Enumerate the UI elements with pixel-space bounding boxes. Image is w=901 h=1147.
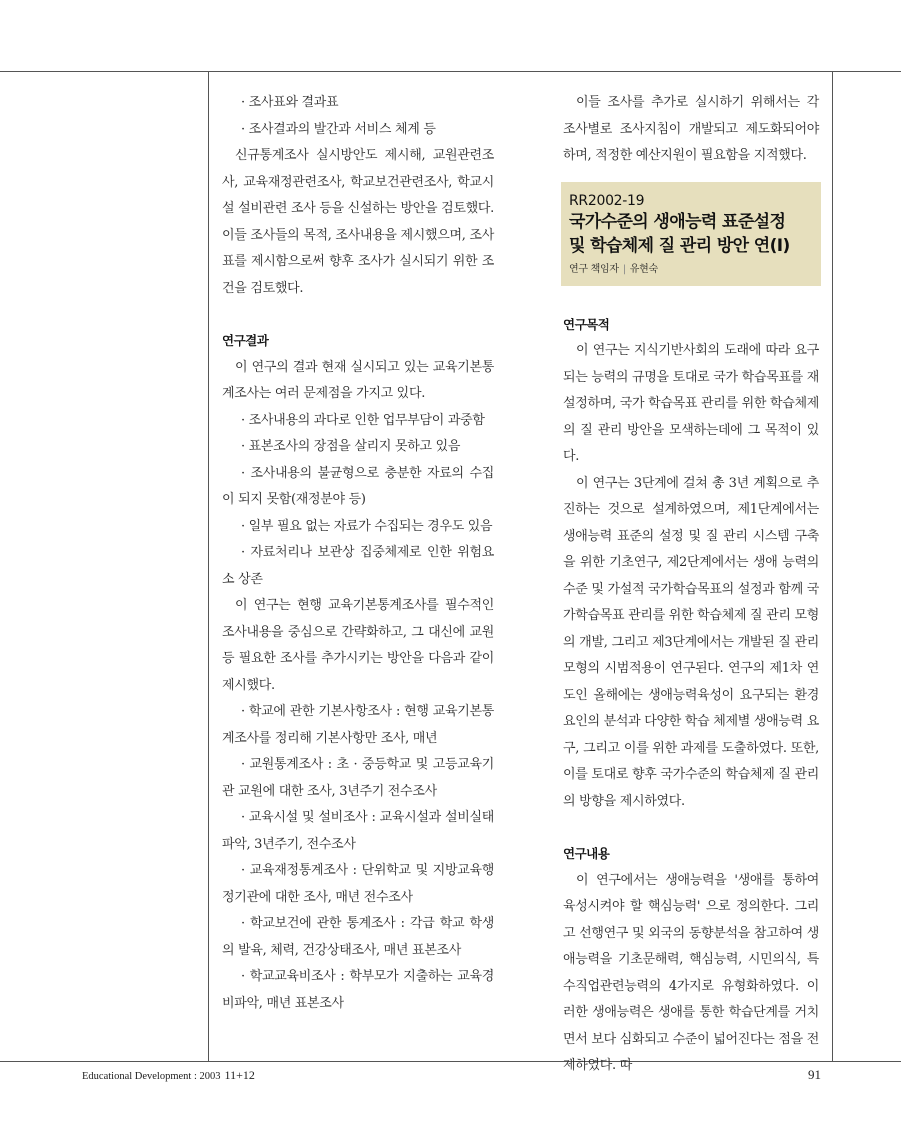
left-top-block xyxy=(222,90,494,302)
report-title-line1: 국가수준의 생애능력 표준설정 xyxy=(569,211,786,232)
left-margin-line xyxy=(208,71,209,1061)
report-author xyxy=(569,262,813,278)
report-title-box xyxy=(561,182,821,286)
right-margin-line xyxy=(832,71,833,1061)
author-separator: | xyxy=(622,263,626,275)
paragraph: 이 연구는 3단계에 걸쳐 총 3년 계획으로 추진하는 것으로 설계하였으며, 제1단계에서는 생애능력 표준의 설정 및 질 관리 시스템 구축을 위한 기초연구, 제2단계에서는 생애 능력의 수준 및 가설적 국가학습목표의 설정과 함께 국가학습목표 관리를 위한 학습체제 질 관리 모형의 개발, 그리고 제3단계에서는 개발된 질 관리 모형의 시범적용이 연구된다. 연구의 제1차 연도인 올해에는 생애능력육성이 요구되는 환경 요인의 분석과 다양한 학습 체제별 생애능력 요구, 그리고 이를 위한 과제를 도출하였다. 또한, 이를 토대로 향후 국가수준의 학습체제 질 관리의 방향을 제시하였다. xyxy=(563,475,819,809)
paragraph: 이 연구는 현행 교육기본통계조사를 필수적인 조사내용을 중심으로 간략화하고, 그 대신에 교원 등 필요한 조사를 추가시키는 방안을 다음과 같이 제시했다. xyxy=(222,598,494,693)
bullet-item: · 조사내용의 불균형으로 충분한 자료의 수집이 되지 못함(재정분야 등) xyxy=(222,465,494,507)
section-heading-content: 연구내용 xyxy=(563,846,610,861)
results-block xyxy=(222,355,494,1018)
bullet-item: · 일부 필요 없는 자료가 수집되는 경우도 있음 xyxy=(241,518,493,534)
paragraph: 이 연구에서는 생애능력을 '생애를 통하여 육성시켜야 할 핵심능력' 으로 정의한다. 그리고 선행연구 및 외국의 동향분석을 참고하여 생애능력을 기초문해력, 핵심능력, 시민의식, 특수직업관련능력의 4가지로 유형화하였다. 이러한 생애능력은 생애를 통한 학습단계를 거치면서 보다 심화되고 수준이 넓어진다는 점을 전제하였다. 따 xyxy=(563,872,819,1073)
journal-name: Educational Development : 2003 xyxy=(82,1071,221,1082)
section-heading-purpose: 연구목적 xyxy=(563,316,610,332)
bullet-item: · 학교보건에 관한 통계조사 : 각급 학교 학생의 발육, 체력, 건강상태조사, 매년 표본조사 xyxy=(222,916,494,958)
bullet-item: · 학교교육비조사 : 학부모가 지출하는 교육경비파악, 매년 표본조사 xyxy=(222,969,494,1011)
paragraph: 신규통계조사 실시방안도 제시해, 교원관련조사, 교육재정관련조사, 학교보건관련조사, 학교시설 설비관련 조사 등을 신설하는 방안을 검토했다. 이들 조사들의 목적, 조사내용을 제시했으며, 조사표를 제시함으로써 향후 조사가 실시되기 위한 조건을 검토했다. xyxy=(222,148,494,296)
bullet-item: · 조사결과의 발간과 서비스 체계 등 xyxy=(241,121,436,137)
page-number: 91 xyxy=(808,1067,821,1082)
bullet-item: · 교원통계조사 : 초 · 중등학교 및 고등교육기관 교원에 대한 조사, 3년주기 전수조사 xyxy=(222,757,494,799)
left-column xyxy=(222,90,494,1017)
bullet-item: · 자료처리나 보관상 집중체제로 인한 위험요소 상존 xyxy=(222,545,494,587)
bullet-item: · 교육시설 및 설비조사 : 교육시설과 설비실태 파악, 3년주기, 전수조사 xyxy=(222,810,494,852)
spacer xyxy=(563,815,819,841)
author-name: 유현숙 xyxy=(629,263,658,275)
report-title-line2: 및 학습체제 질 관리 방안 연(Ⅰ) xyxy=(569,235,790,256)
spacer xyxy=(563,294,819,312)
paragraph: 이들 조사를 추가로 실시하기 위해서는 각 조사별로 조사지침이 개발되고 제도화되어야 하며, 적정한 예산지원이 필요함을 지적했다. xyxy=(563,95,819,163)
bullet-item: · 학교에 관한 기본사항조사 : 현행 교육기본통계조사를 정리해 기본사항만 조사, 매년 xyxy=(222,704,494,746)
top-rule xyxy=(0,71,901,72)
report-code: RR2002-19 xyxy=(569,192,645,209)
bullet-item: · 표본조사의 장점을 살리지 못하고 있음 xyxy=(241,439,461,454)
author-label: 연구 책임자 xyxy=(569,263,619,275)
footer-journal xyxy=(82,1068,255,1083)
section-heading-results: 연구결과 xyxy=(222,333,269,348)
bullet-item: · 조사표와 결과표 xyxy=(241,95,339,110)
right-column xyxy=(563,90,819,1080)
spacer xyxy=(222,302,494,328)
bullet-item: · 조사내용의 과다로 인한 업무부담이 과중함 xyxy=(241,412,485,428)
issue-number: 11+12 xyxy=(224,1068,255,1082)
bullet-item: · 교육재정통계조사 : 단위학교 및 지방교육행정기관에 대한 조사, 매년 전수조사 xyxy=(222,863,494,905)
paragraph: 이 연구의 결과 현재 실시되고 있는 교육기본통계조사는 여러 문제점을 가지고 있다. xyxy=(222,359,494,401)
paragraph: 이 연구는 지식기반사회의 도래에 따라 요구되는 능력의 규명을 토대로 국가 학습목표를 재설정하며, 국가 학습목표 관리를 위한 학습체제의 질 관리 방안을 모색하는데에 그 목적이 있다. xyxy=(563,343,819,464)
